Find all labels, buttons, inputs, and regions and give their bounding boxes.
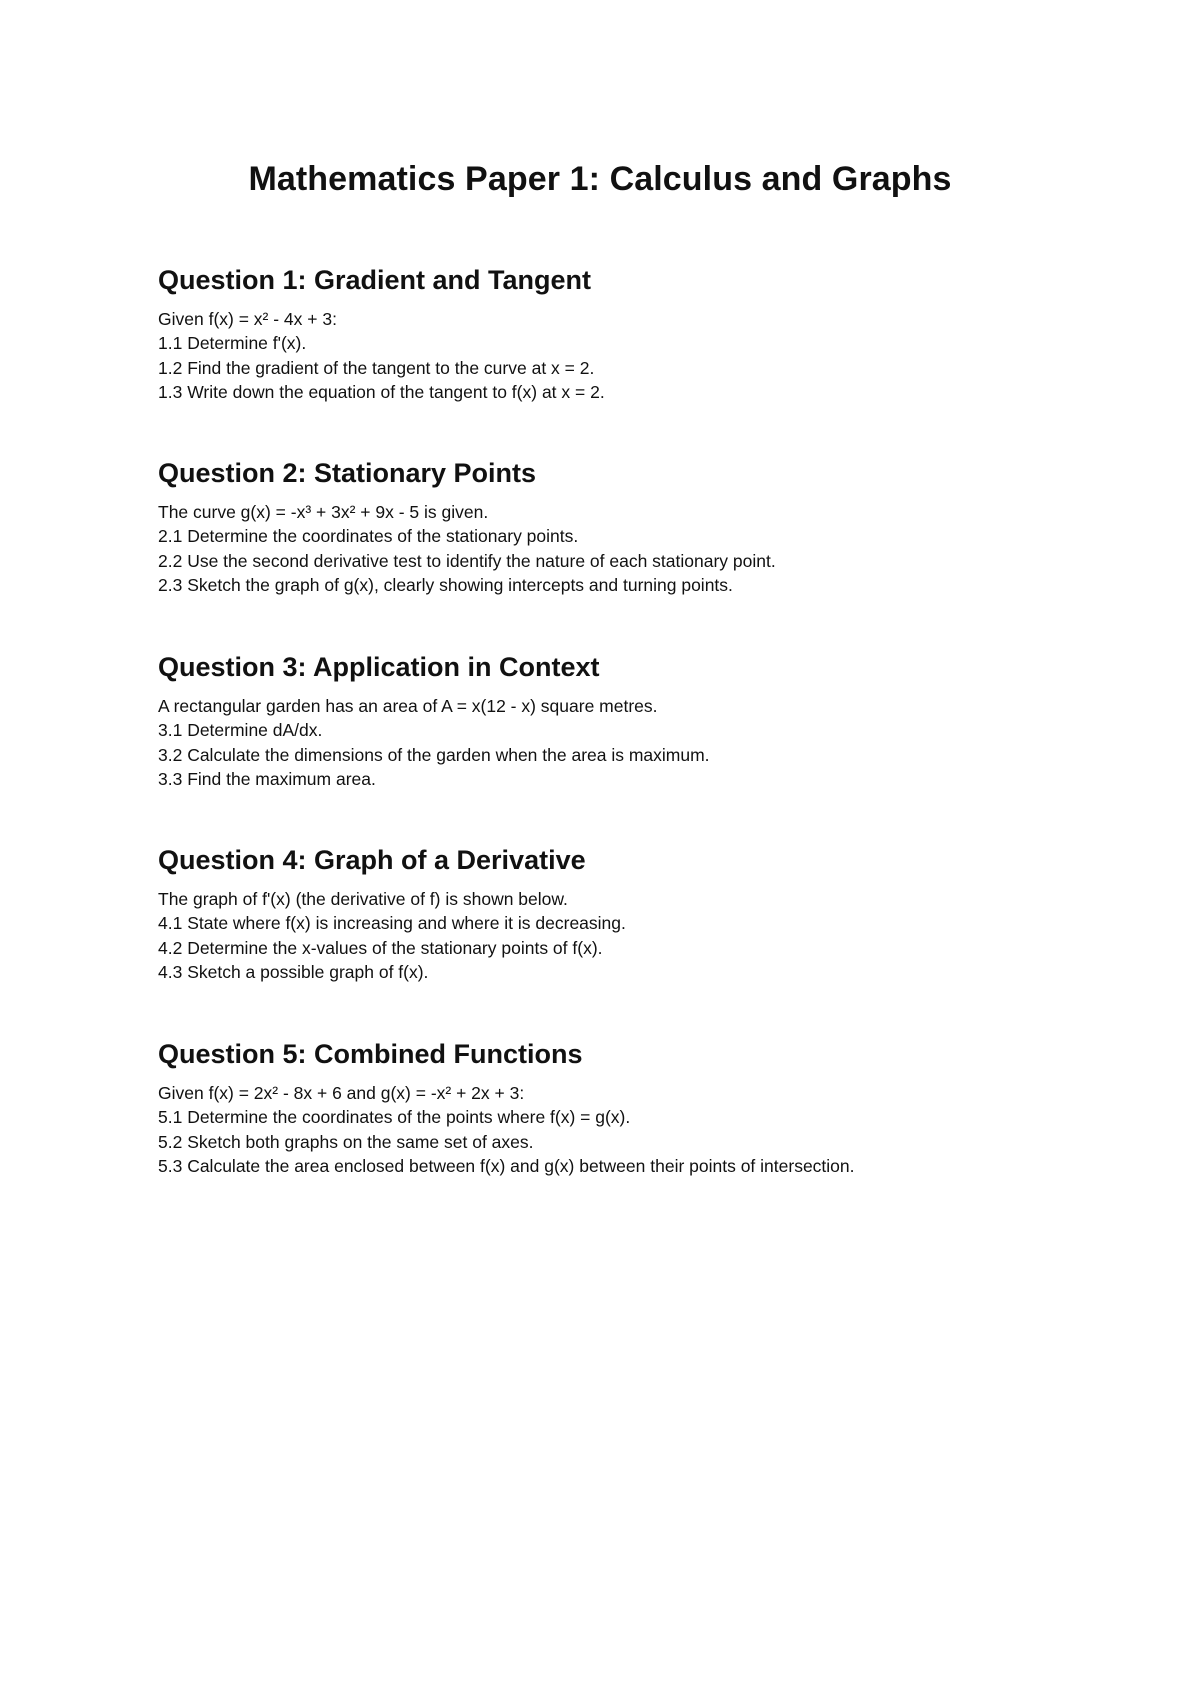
question-text-line: 3.2 Calculate the dimensions of the garden when the area is maximum. <box>158 744 710 765</box>
question-heading: Question 2: Stationary Points <box>158 458 537 488</box>
question-text-line: Given f(x) = x² - 4x + 3: <box>158 309 337 329</box>
question-text-line: 2.1 Determine the coordinates of the stationary points. <box>158 526 579 547</box>
question-text-line: 4.1 State where f(x) is increasing and where it is decreasing. <box>158 913 626 934</box>
page-title: Mathematics Paper 1: Calculus and Graphs <box>248 160 952 198</box>
question-text-line: Given f(x) = 2x² - 8x + 6 and g(x) = -x² + 2x + 3: <box>158 1083 525 1103</box>
question-text-line: 3.3 Find the maximum area. <box>158 768 376 789</box>
question-text-line: 2.3 Sketch the graph of g(x), clearly showing intercepts and turning points. <box>158 574 733 595</box>
question-text-line: 1.1 Determine f'(x). <box>158 333 307 354</box>
question-1 <box>158 263 1058 404</box>
question-text-line: 4.2 Determine the x-values of the stationary points of f(x). <box>158 937 603 958</box>
question-text-line: The graph of f'(x) (the derivative of f) is shown below. <box>158 889 568 909</box>
question-3 <box>158 650 1058 791</box>
question-text-line: 5.3 Calculate the area enclosed between f(x) and g(x) between their points of intersection. <box>158 1155 855 1176</box>
question-text-line: 3.1 Determine dA/dx. <box>158 720 323 741</box>
question-2 <box>158 456 1058 597</box>
question-heading: Question 1: Gradient and Tangent <box>158 265 592 295</box>
question-text-line: The curve g(x) = -x³ + 3x² + 9x - 5 is given. <box>158 502 489 522</box>
question-text-line: 5.1 Determine the coordinates of the points where f(x) = g(x). <box>158 1107 631 1128</box>
question-text-line: 1.2 Find the gradient of the tangent to the curve at x = 2. <box>158 357 595 378</box>
question-text-line: A rectangular garden has an area of A = x(12 - x) square metres. <box>158 696 658 716</box>
question-5 <box>158 1037 1058 1178</box>
question-text-line: 5.2 Sketch both graphs on the same set of axes. <box>158 1131 534 1152</box>
question-text-line: 2.2 Use the second derivative test to identify the nature of each stationary point. <box>158 550 776 571</box>
question-heading: Question 4: Graph of a Derivative <box>158 845 586 875</box>
question-text-line: 1.3 Write down the equation of the tangent to f(x) at x = 2. <box>158 381 605 402</box>
question-4 <box>158 843 1058 984</box>
question-heading: Question 5: Combined Functions <box>158 1039 583 1069</box>
question-heading: Question 3: Application in Context <box>158 652 600 682</box>
question-text-line: 4.3 Sketch a possible graph of f(x). <box>158 961 429 982</box>
